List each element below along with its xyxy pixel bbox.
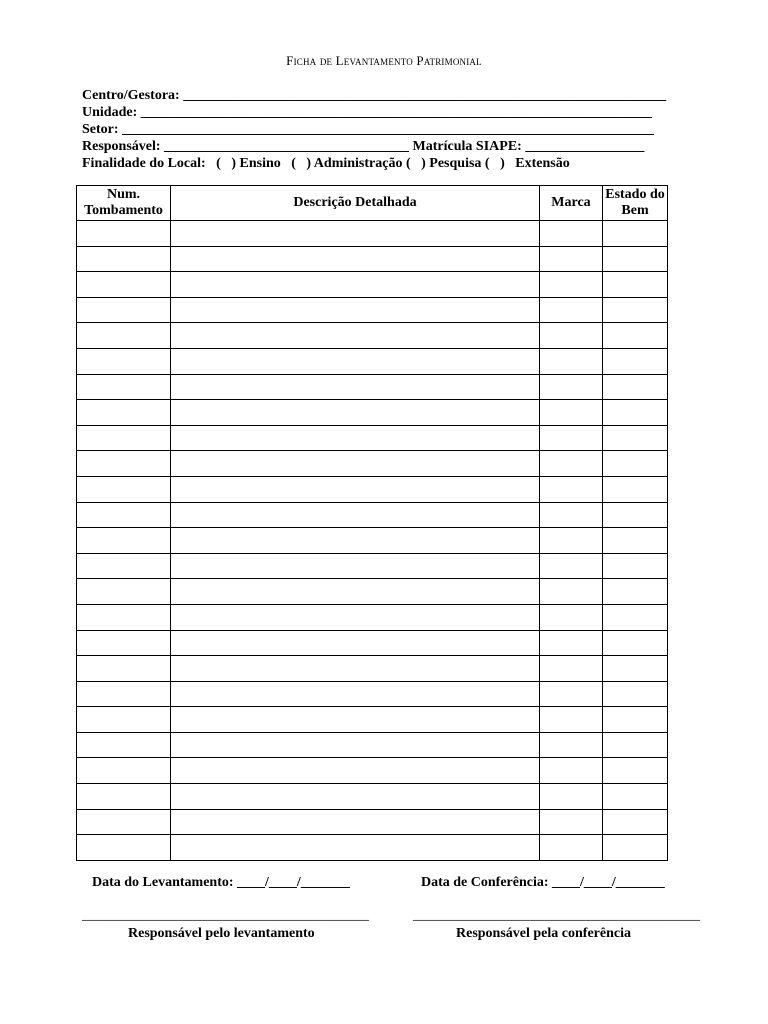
table-cell <box>77 630 171 656</box>
header-marca: Marca <box>540 186 603 221</box>
table-cell <box>540 835 603 861</box>
centro-gestora-field: Centro/Gestora: _____________________________________________________________________ <box>82 88 667 103</box>
table-cell <box>540 553 603 579</box>
table-cell <box>540 451 603 477</box>
table-row <box>77 630 668 656</box>
table-cell <box>540 400 603 426</box>
table-cell <box>171 297 540 323</box>
table-cell <box>171 451 540 477</box>
table-cell <box>603 835 668 861</box>
table-row <box>77 348 668 374</box>
table-row <box>77 221 668 247</box>
table-cell <box>540 221 603 247</box>
table-cell <box>77 604 171 630</box>
table-cell <box>171 707 540 733</box>
table-cell <box>77 348 171 374</box>
setor-field: Setor: ____________________________________________________________________________ <box>82 122 655 137</box>
table-cell <box>540 297 603 323</box>
table-cell <box>77 451 171 477</box>
table-row <box>77 579 668 605</box>
table-cell <box>171 272 540 298</box>
table-cell <box>540 323 603 349</box>
table-cell <box>171 809 540 835</box>
table-cell <box>540 707 603 733</box>
table-row <box>77 604 668 630</box>
table-body <box>77 221 668 861</box>
table-cell <box>603 221 668 247</box>
table-row <box>77 323 668 349</box>
table-cell <box>171 502 540 528</box>
table-cell <box>540 246 603 272</box>
finalidade-field: Finalidade do Local: ( ) Ensino ( ) Administração ( ) Pesquisa ( ) Extensão <box>82 156 570 171</box>
table-cell <box>603 297 668 323</box>
table-cell <box>77 246 171 272</box>
unidade-field: Unidade: _________________________________________________________________________ <box>82 105 652 120</box>
signature-line-right: _________________________________________ <box>413 908 700 923</box>
table-cell <box>540 476 603 502</box>
table-cell <box>540 425 603 451</box>
table-cell <box>171 400 540 426</box>
table-cell <box>77 784 171 810</box>
table-cell <box>171 681 540 707</box>
table-row <box>77 681 668 707</box>
table-cell <box>77 656 171 682</box>
table-cell <box>77 758 171 784</box>
table-cell <box>171 246 540 272</box>
table-cell <box>603 681 668 707</box>
table-cell <box>603 579 668 605</box>
table-cell <box>603 323 668 349</box>
table-row <box>77 835 668 861</box>
table-row <box>77 297 668 323</box>
responsavel-field: Responsável: ___________________________________ Matrícula SIAPE: _________________ <box>82 139 645 154</box>
table-cell <box>603 400 668 426</box>
table-cell <box>540 809 603 835</box>
table-header-row <box>77 186 668 221</box>
table-cell <box>540 784 603 810</box>
table-cell <box>603 758 668 784</box>
table-cell <box>603 246 668 272</box>
table-cell <box>77 400 171 426</box>
table-cell <box>171 374 540 400</box>
table-row <box>77 553 668 579</box>
data-conferencia-field: Data de Conferência: ____/____/_______ <box>421 875 665 890</box>
table-row <box>77 809 668 835</box>
page-title: Ficha de Levantamento Patrimonial <box>286 53 482 68</box>
table-cell <box>540 502 603 528</box>
table-row <box>77 784 668 810</box>
table-cell <box>603 604 668 630</box>
table-cell <box>77 297 171 323</box>
table-cell <box>603 784 668 810</box>
table-cell <box>171 323 540 349</box>
table-cell <box>603 451 668 477</box>
table-cell <box>540 528 603 554</box>
table-cell <box>603 476 668 502</box>
table-cell <box>171 835 540 861</box>
table-cell <box>540 656 603 682</box>
table-cell <box>603 374 668 400</box>
table-cell <box>77 835 171 861</box>
table-cell <box>540 348 603 374</box>
header-num-tombamento: Num. Tombamento <box>77 186 171 221</box>
table-row <box>77 758 668 784</box>
table-cell <box>603 553 668 579</box>
table-cell <box>540 579 603 605</box>
table-cell <box>77 707 171 733</box>
table-cell <box>540 374 603 400</box>
table-cell <box>77 374 171 400</box>
table-cell <box>77 476 171 502</box>
table-row <box>77 707 668 733</box>
table-cell <box>603 502 668 528</box>
table-row <box>77 476 668 502</box>
header-estado: Estado do Bem <box>603 186 668 221</box>
table-cell <box>171 476 540 502</box>
table-cell <box>540 681 603 707</box>
table-cell <box>540 272 603 298</box>
table-cell <box>603 425 668 451</box>
table-cell <box>171 528 540 554</box>
table-cell <box>77 681 171 707</box>
table-row <box>77 400 668 426</box>
table-cell <box>77 809 171 835</box>
table-row <box>77 374 668 400</box>
table-cell <box>171 604 540 630</box>
table-cell <box>603 656 668 682</box>
table-cell <box>603 707 668 733</box>
table-cell <box>77 732 171 758</box>
table-row <box>77 528 668 554</box>
table-row <box>77 246 668 272</box>
table-cell <box>77 425 171 451</box>
table-cell <box>77 502 171 528</box>
signature-line-left: _________________________________________ <box>82 908 369 923</box>
table-cell <box>171 553 540 579</box>
table-cell <box>603 528 668 554</box>
responsavel-conferencia-label: Responsável pela conferência <box>456 926 631 941</box>
table-row <box>77 656 668 682</box>
table-cell <box>77 579 171 605</box>
table-cell <box>77 553 171 579</box>
table-row <box>77 272 668 298</box>
table-cell <box>540 758 603 784</box>
table-cell <box>171 348 540 374</box>
table-cell <box>540 630 603 656</box>
table-cell <box>171 630 540 656</box>
data-levantamento-field: Data do Levantamento: ____/____/_______ <box>92 875 350 890</box>
table-row <box>77 732 668 758</box>
header-descricao: Descrição Detalhada <box>171 186 540 221</box>
table-cell <box>540 732 603 758</box>
table-cell <box>77 221 171 247</box>
table-cell <box>77 323 171 349</box>
table-cell <box>603 272 668 298</box>
table-cell <box>171 425 540 451</box>
table-cell <box>603 630 668 656</box>
inventory-table <box>76 185 668 861</box>
table-row <box>77 451 668 477</box>
table-cell <box>603 348 668 374</box>
table-row <box>77 502 668 528</box>
table-cell <box>603 732 668 758</box>
table-row <box>77 425 668 451</box>
table-cell <box>540 604 603 630</box>
table-cell <box>77 528 171 554</box>
table-cell <box>171 579 540 605</box>
table-cell <box>171 221 540 247</box>
table-cell <box>171 758 540 784</box>
table-cell <box>171 656 540 682</box>
responsavel-levantamento-label: Responsável pelo levantamento <box>128 926 315 941</box>
table-cell <box>603 809 668 835</box>
table-cell <box>77 272 171 298</box>
table-cell <box>171 784 540 810</box>
table-cell <box>171 732 540 758</box>
